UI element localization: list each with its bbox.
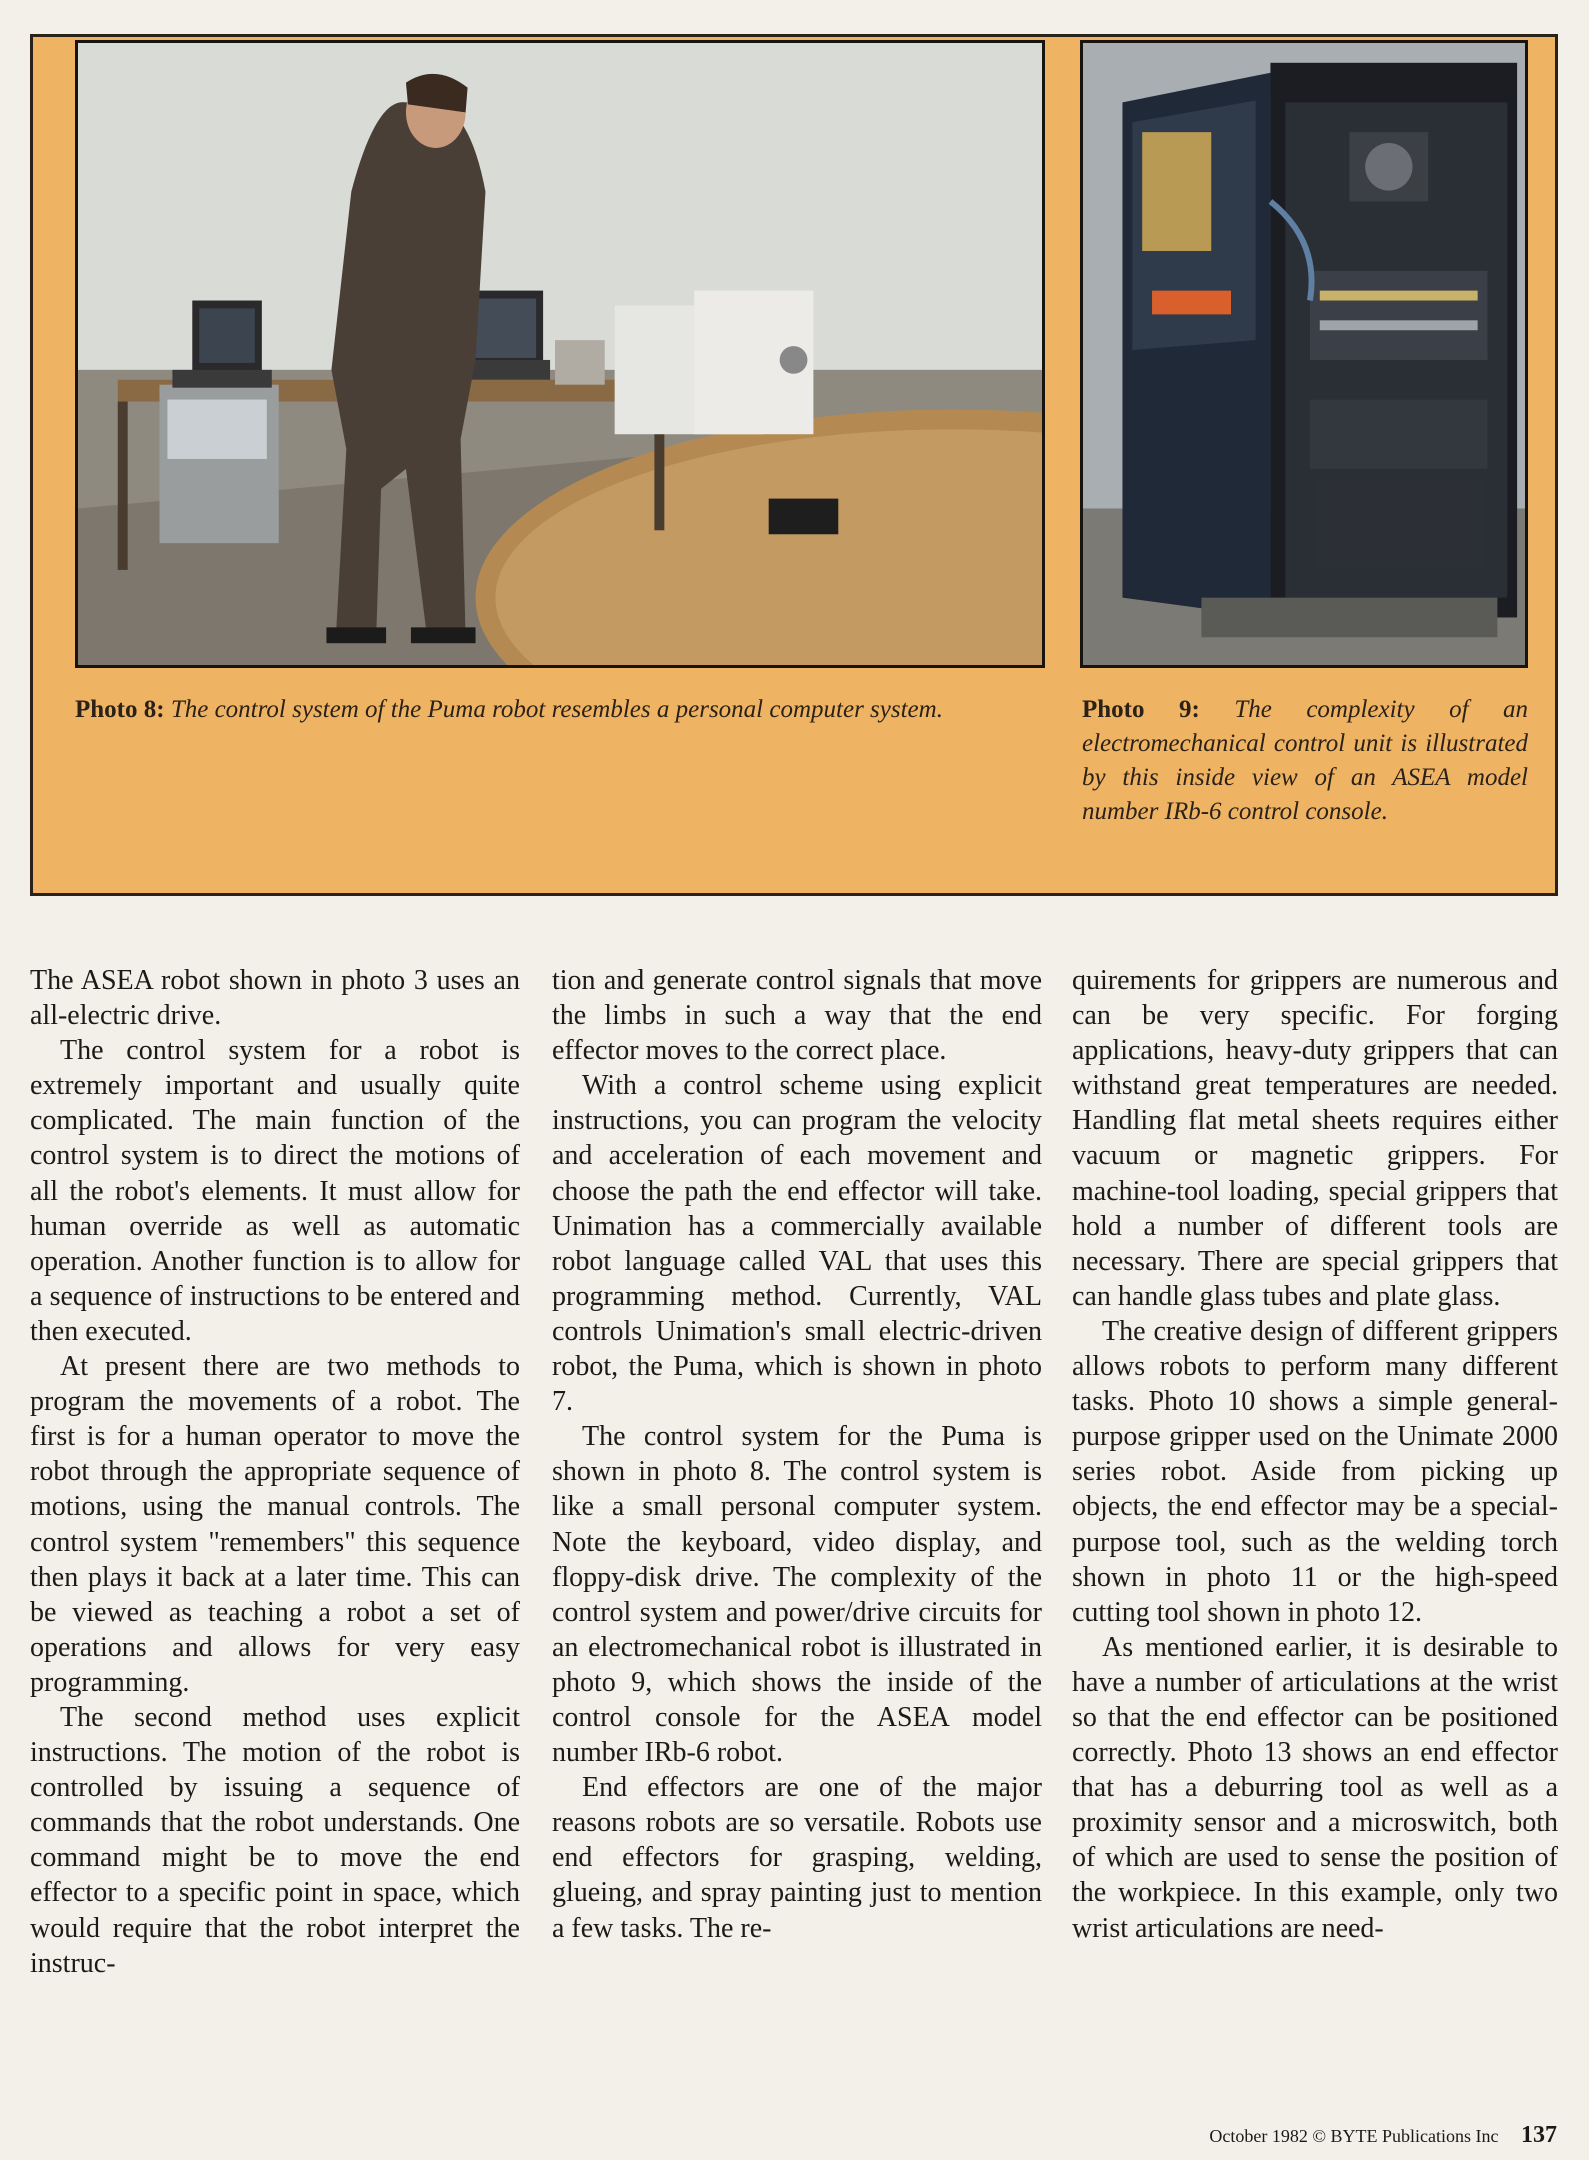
footer-credit: October 1982 © BYTE Publications Inc xyxy=(1209,2126,1499,2146)
paragraph: At present there are two methods to program the movements of a robot. The first is for a human operator to move the robot through the appropriate sequence of motions, using the manual controls. The control system "remembers" this sequence then plays it back at a later time. This can be viewed as teaching a robot a set of operations and allows for very easy programming. xyxy=(30,1351,520,1698)
photo-9-caption-text: The complexity of an electromechanical control unit is illustrated by this inside view of an ASEA model number IRb-6 control console. xyxy=(1082,696,1529,825)
text-column-2 xyxy=(552,963,1042,1946)
paragraph: quirements for grippers are numerous and can be very specific. For forging applications, heavy-duty grippers that can withstand great temperatures are needed. Handling flat metal sheets requires either vacuum or magnetic grippers. For machine-tool loading, special grippers that hold a number of different tools are necessary. There are special grippers that can handle glass tubes and plate glass. xyxy=(1072,965,1558,1312)
paragraph: The control system for a robot is extremely important and usually quite complicated. The main function of the control system is to direct the motions of all the robot's elements. It must allow for human override as well as automatic operation. Another function is to allow for a sequence of instructions to be entered and then executed. xyxy=(30,1035,520,1347)
text-column-3 xyxy=(1072,963,1558,1946)
photo-9-caption-label: Photo 9: xyxy=(1082,696,1200,723)
paragraph: As mentioned earlier, it is desirable to have a number of articulations at the wrist so that the end effector can be positioned correctly. Photo 13 shows an end effector that has a deburring tool as well as a proximity sensor and a microswitch, both of which are used to sense the position of the workpiece. In this example, only two wrist articulations are need- xyxy=(1072,1631,1558,1944)
paragraph: The second method uses explicit instructions. The motion of the robot is controlled by issuing a sequence of commands that the robot understands. One command might be to move the end effector to a specific point in space, which would require that the robot interpret the instruc- xyxy=(30,1701,520,1979)
photo-8-image xyxy=(78,43,1042,665)
page-number: 137 xyxy=(1521,2122,1557,2148)
photo-9-image xyxy=(1083,43,1525,665)
photo-8-caption xyxy=(75,693,1050,727)
photo-9-asea-control-console xyxy=(1080,40,1528,668)
text-column-1 xyxy=(30,963,520,1981)
page-footer xyxy=(1209,2122,1557,2149)
photo-9-caption xyxy=(1082,693,1528,829)
photo-8-puma-control-system xyxy=(75,40,1045,668)
paragraph: With a control scheme using explicit instructions, you can program the velocity and acceleration of each movement and choose the path the end effector will take. Unimation has a commercially available robot language called VAL that uses this programming method. Currently, VAL controls Unimation's small electric-driven robot, the Puma, which is shown in photo 7. xyxy=(552,1070,1042,1418)
paragraph: The control system for the Puma is shown in photo 8. The control system is like a small personal computer system. Note the keyboard, video display, and floppy-disk drive. The complexity of the control system and power/drive circuits for an electromechanical robot is illustrated in photo 9, which shows the inside of the control console for the ASEA model number IRb-6 robot. xyxy=(552,1421,1042,1769)
photo-panel xyxy=(30,34,1558,896)
paragraph: tion and generate control signals that move the limbs in such a way that the end effector moves to the correct place. xyxy=(552,965,1042,1067)
paragraph: End effectors are one of the major reasons robots are so versatile. Robots use end effectors for grasping, welding, glueing, and spray painting just to mention a few tasks. The re- xyxy=(552,1772,1042,1944)
photo-8-caption-text: The control system of the Puma robot resembles a personal computer system. xyxy=(170,696,943,723)
paragraph: The creative design of different grippers allows robots to perform many different tasks. Photo 10 shows a simple general-purpose gripper used on the Unimate 2000 series robot. Aside from picking up objects, the end effector may be a special-purpose tool, such as the welding torch shown in photo 11 or the high-speed cutting tool shown in photo 12. xyxy=(1072,1315,1558,1628)
photo-8-caption-label: Photo 8: xyxy=(75,696,165,723)
paragraph: The ASEA robot shown in photo 3 uses an all-electric drive. xyxy=(30,965,520,1032)
